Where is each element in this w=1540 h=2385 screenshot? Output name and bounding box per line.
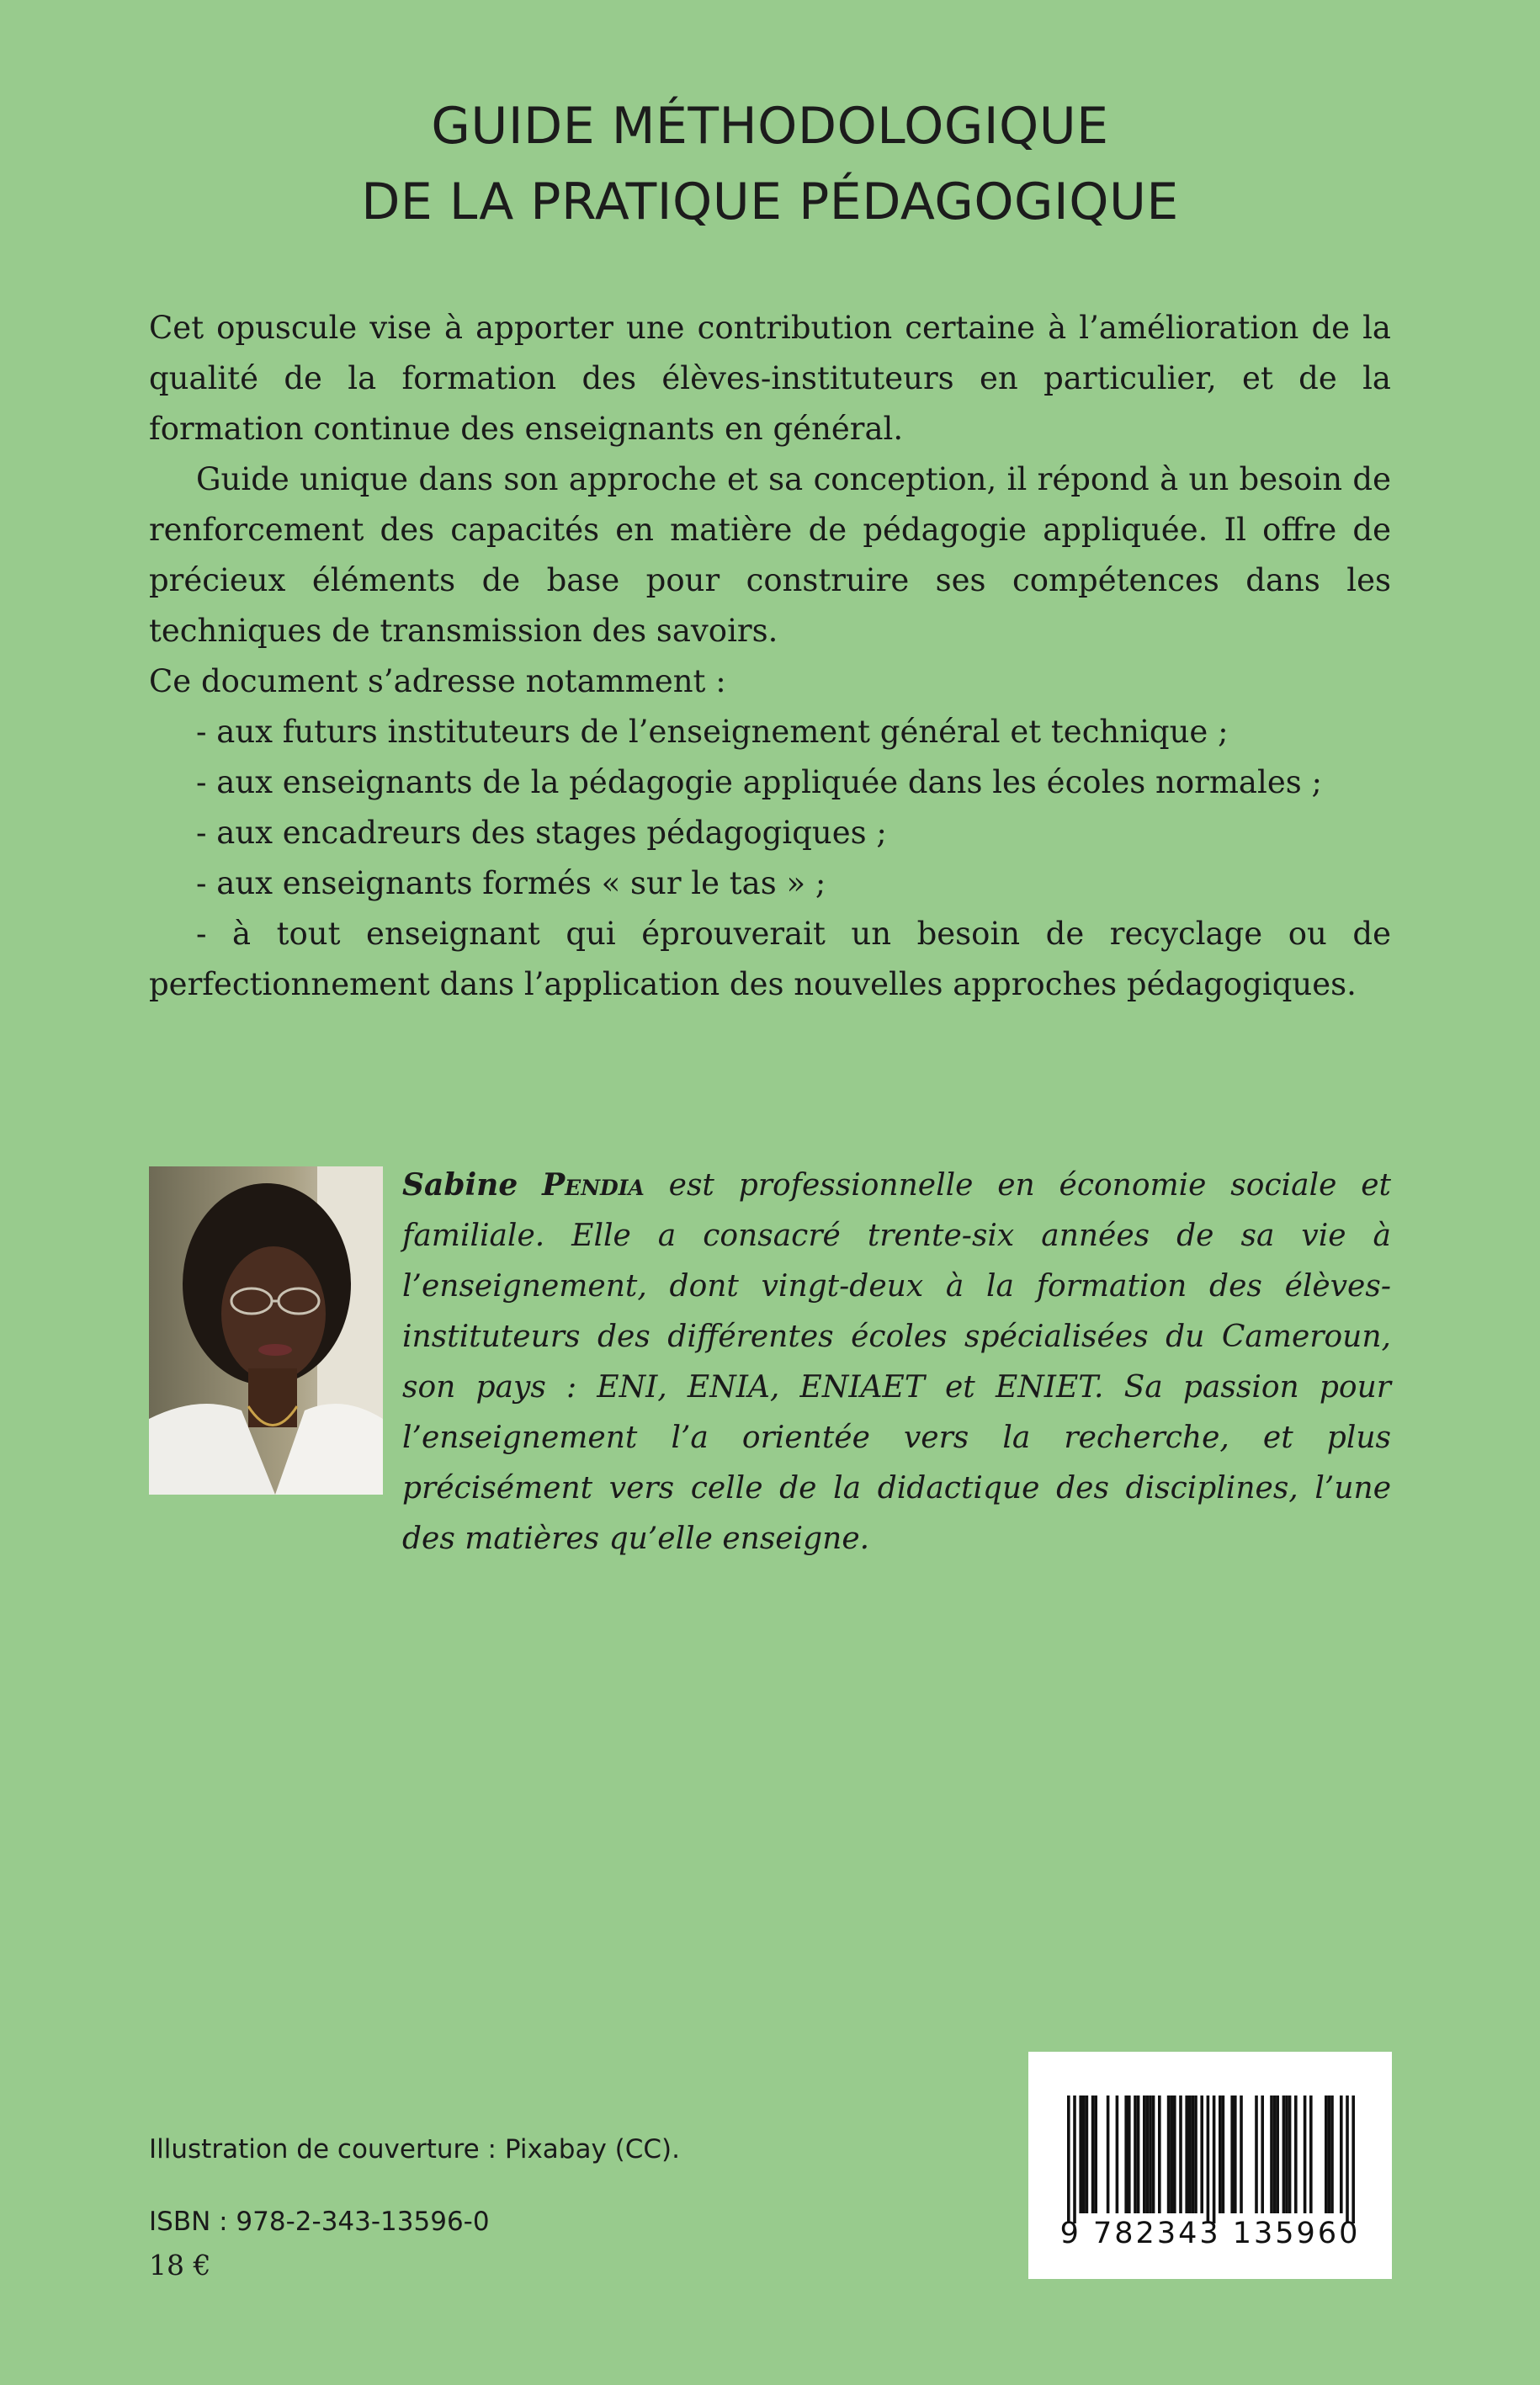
description-paragraph-2: Guide unique dans son approche et sa conception, il répond à un besoin de renforcement des capacités en matière de pédagogie appliquée. Il offre de précieux éléments de base pour construire ses compétences dans les techniques de transmission des savoirs.	[149, 461, 1391, 649]
barcode-bar	[1194, 2096, 1197, 2213]
barcode-bar	[1351, 2096, 1355, 2223]
description	[149, 303, 1391, 1010]
barcode-bar	[1179, 2096, 1182, 2213]
barcode-bar	[1294, 2096, 1298, 2213]
book-title	[0, 88, 1540, 240]
barcode-bar	[1255, 2096, 1258, 2213]
barcode-bar	[1340, 2096, 1343, 2213]
barcode-bar	[1134, 2096, 1137, 2213]
barcode-bar	[1146, 2096, 1150, 2213]
barcode-bar	[1200, 2096, 1203, 2213]
audience-item-4: - aux enseignants formés « sur le tas » ;	[196, 865, 826, 901]
barcode-bar	[1173, 2096, 1176, 2213]
description-paragraph-3: Ce document s’adresse notamment :	[149, 663, 726, 699]
barcode-bar	[1158, 2096, 1161, 2213]
author-first-name: Sabine	[402, 1167, 518, 1203]
barcode-bar	[1073, 2096, 1076, 2223]
author-bio-text: est professionnelle en économie sociale et familiale. Elle a consacré trente-six années de sa vie à l’enseignement, dont vingt-deux à la formation des élèves-instituteurs des différentes écoles spécialisées du Cameroun, son pays : ENI, ENIA, ENIAET et ENIET. Sa passion pour l’enseignement l’a orientée vers la recherche, et plus précisément vers celle de la didactique des disciplines, l’une des matières qu’elle enseigne.	[402, 1168, 1391, 1556]
barcode-bar	[1188, 2096, 1192, 2213]
barcode-bar	[1328, 2096, 1331, 2213]
title-line-2: DE LA PRATIQUE PÉDAGOGIQUE	[361, 173, 1179, 231]
barcode-bar	[1282, 2096, 1286, 2213]
barcode-digits: 9 782343 135960	[1059, 2217, 1361, 2250]
barcode-bar	[1288, 2096, 1292, 2213]
barcode-bar	[1219, 2096, 1222, 2213]
barcode-bar	[1234, 2096, 1237, 2213]
barcode-bar	[1304, 2096, 1307, 2213]
barcode-bar	[1213, 2096, 1216, 2223]
barcode-bar	[1270, 2096, 1273, 2213]
barcode-bar	[1091, 2096, 1095, 2213]
barcode-bar	[1185, 2096, 1188, 2213]
barcode-bar	[1128, 2096, 1131, 2213]
description-paragraph-1: Cet opuscule vise à apporter une contribution certaine à l’amélioration de la qualité de la formation des élèves-instituteurs en particulier, et de la formation continue des enseignants en général.	[149, 310, 1391, 447]
barcode-bar	[1276, 2096, 1279, 2213]
barcode-bar	[1094, 2096, 1097, 2213]
barcode-bar	[1124, 2096, 1128, 2213]
audience-item-5: - à tout enseignant qui éprouverait un besoin de recyclage ou de perfectionnement dans l’application des nouvelles approches pédagogiques.	[149, 916, 1391, 1002]
barcode-bar	[1207, 2096, 1210, 2223]
barcode-bar	[1067, 2096, 1070, 2223]
barcode-bar	[1325, 2096, 1328, 2213]
barcode-bar	[1152, 2096, 1155, 2213]
barcode-bar	[1240, 2096, 1243, 2213]
barcode-bar	[1192, 2096, 1195, 2213]
audience-item-1: - aux futurs instituteurs de l’enseignement général et technique ;	[196, 714, 1229, 750]
author-bio	[402, 1160, 1391, 1564]
author-photo	[149, 1166, 383, 1495]
author-last-name: Pendia	[542, 1167, 645, 1203]
barcode-bar	[1086, 2096, 1089, 2213]
barcode	[1028, 2052, 1392, 2279]
barcode-bar	[1116, 2096, 1119, 2213]
barcode-bar	[1222, 2096, 1225, 2213]
barcode-bar	[1330, 2096, 1334, 2213]
barcode-bar	[1170, 2096, 1173, 2213]
barcode-bar	[1309, 2096, 1313, 2213]
barcode-bar	[1346, 2096, 1349, 2223]
barcode-bar	[1079, 2096, 1082, 2213]
barcode-bar	[1230, 2096, 1234, 2213]
barcode-bar	[1107, 2096, 1110, 2213]
barcode-bar	[1143, 2096, 1146, 2213]
barcode-bar	[1082, 2096, 1086, 2213]
audience-item-2: - aux enseignants de la pédagogie appliquée dans les écoles normales ;	[196, 764, 1322, 800]
isbn: ISBN : 978-2-343-13596-0	[149, 2207, 490, 2237]
price: 18 €	[149, 2249, 211, 2281]
barcode-bar	[1273, 2096, 1277, 2213]
barcode-bar	[1137, 2096, 1140, 2213]
barcode-bar	[1261, 2096, 1264, 2213]
title-line-1: GUIDE MÉTHODOLOGIQUE	[431, 97, 1109, 156]
cover-credit: Illustration de couverture : Pixabay (CC).	[149, 2134, 680, 2165]
barcode-bar	[1167, 2096, 1171, 2213]
audience-item-3: - aux encadreurs des stages pédagogiques ;	[196, 815, 887, 851]
barcode-bar	[1149, 2096, 1152, 2213]
barcode-bar	[1285, 2096, 1288, 2213]
